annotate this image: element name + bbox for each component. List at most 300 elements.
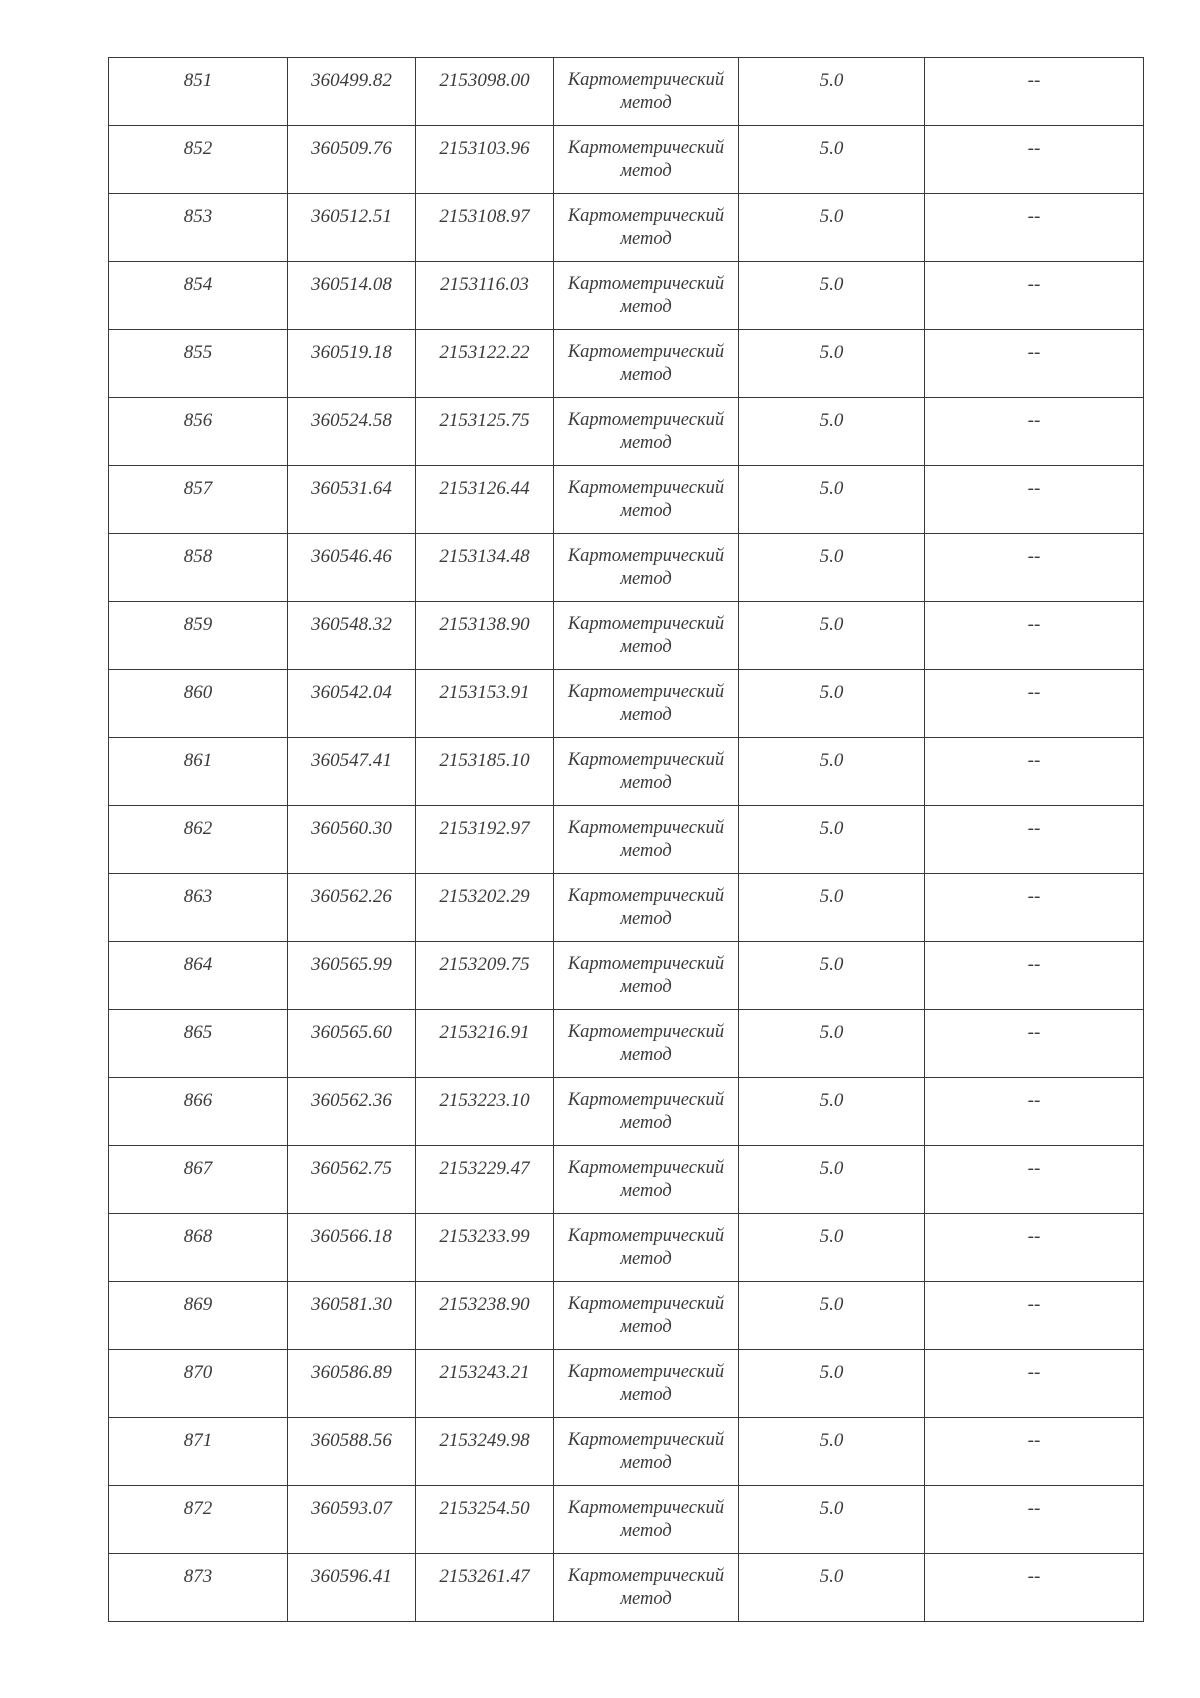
table-row xyxy=(109,466,1144,534)
y-coordinate-cell-text: 2153202.29 xyxy=(439,886,530,907)
accuracy-cell xyxy=(739,58,925,126)
accuracy-cell xyxy=(739,1214,925,1282)
note-cell-text: -- xyxy=(1027,478,1041,499)
y-coordinate-cell xyxy=(416,330,554,398)
y-coordinate-cell xyxy=(416,194,554,262)
x-coordinate-cell-text: 360512.51 xyxy=(311,206,392,227)
accuracy-cell-text: 5.0 xyxy=(819,1090,844,1111)
accuracy-cell-text: 5.0 xyxy=(819,1294,844,1315)
method-cell xyxy=(554,1010,739,1078)
table-row xyxy=(109,1146,1144,1214)
method-line-1: Картометрический xyxy=(567,546,725,566)
table-row xyxy=(109,1010,1144,1078)
point-number-cell xyxy=(109,1554,288,1622)
method-line-1: Картометрический xyxy=(567,1294,725,1314)
accuracy-cell-text: 5.0 xyxy=(819,614,844,635)
method-cell xyxy=(554,806,739,874)
method-line-1: Картометрический xyxy=(567,750,725,770)
method-line-1: Картометрический xyxy=(567,274,725,294)
table-row xyxy=(109,738,1144,806)
method-line-2: метод xyxy=(620,1521,672,1541)
y-coordinate-cell xyxy=(416,1418,554,1486)
y-coordinate-cell-text: 2153138.90 xyxy=(439,614,530,635)
table-row xyxy=(109,1486,1144,1554)
x-coordinate-cell xyxy=(288,330,416,398)
method-line-1: Картометрический xyxy=(567,886,725,906)
method-line-2: метод xyxy=(620,93,672,113)
method-cell xyxy=(554,1282,739,1350)
point-number-cell-text: 853 xyxy=(183,206,213,227)
point-number-cell xyxy=(109,58,288,126)
coordinates-table xyxy=(108,57,1144,1622)
accuracy-cell xyxy=(739,466,925,534)
note-cell-text: -- xyxy=(1027,1022,1041,1043)
table-row xyxy=(109,1214,1144,1282)
note-cell xyxy=(925,1350,1144,1418)
x-coordinate-cell-text: 360581.30 xyxy=(311,1294,392,1315)
accuracy-cell xyxy=(739,330,925,398)
table-row xyxy=(109,1078,1144,1146)
method-cell xyxy=(554,1554,739,1622)
note-cell xyxy=(925,1214,1144,1282)
note-cell xyxy=(925,1486,1144,1554)
method-line-2: метод xyxy=(620,365,672,385)
method-line-2: метод xyxy=(620,161,672,181)
y-coordinate-cell xyxy=(416,1554,554,1622)
method-line-1: Картометрический xyxy=(567,206,725,226)
method-cell xyxy=(554,466,739,534)
x-coordinate-cell xyxy=(288,466,416,534)
y-coordinate-cell-text: 2153098.00 xyxy=(439,70,530,91)
note-cell-text: -- xyxy=(1027,1498,1041,1519)
method-cell xyxy=(554,1418,739,1486)
accuracy-cell xyxy=(739,942,925,1010)
note-cell-text: -- xyxy=(1027,954,1041,975)
x-coordinate-cell xyxy=(288,534,416,602)
point-number-cell-text: 858 xyxy=(183,546,213,567)
x-coordinate-cell xyxy=(288,1214,416,1282)
x-coordinate-cell-text: 360560.30 xyxy=(311,818,392,839)
accuracy-cell xyxy=(739,1554,925,1622)
y-coordinate-cell-text: 2153125.75 xyxy=(439,410,530,431)
y-coordinate-cell-text: 2153116.03 xyxy=(440,274,529,295)
accuracy-cell xyxy=(739,1350,925,1418)
point-number-cell xyxy=(109,262,288,330)
method-line-2: метод xyxy=(620,1317,672,1337)
method-line-2: метод xyxy=(620,773,672,793)
note-cell-text: -- xyxy=(1027,70,1041,91)
point-number-cell-text: 860 xyxy=(183,682,213,703)
method-line-2: метод xyxy=(620,977,672,997)
y-coordinate-cell-text: 2153243.21 xyxy=(439,1362,530,1383)
note-cell-text: -- xyxy=(1027,1226,1041,1247)
accuracy-cell xyxy=(739,738,925,806)
method-cell xyxy=(554,602,739,670)
point-number-cell-text: 862 xyxy=(183,818,213,839)
accuracy-cell-text: 5.0 xyxy=(819,1158,844,1179)
note-cell-text: -- xyxy=(1027,682,1041,703)
x-coordinate-cell xyxy=(288,1554,416,1622)
point-number-cell xyxy=(109,126,288,194)
x-coordinate-cell xyxy=(288,1010,416,1078)
accuracy-cell xyxy=(739,534,925,602)
method-cell xyxy=(554,194,739,262)
point-number-cell xyxy=(109,1282,288,1350)
y-coordinate-cell-text: 2153216.91 xyxy=(439,1022,530,1043)
x-coordinate-cell xyxy=(288,1418,416,1486)
y-coordinate-cell-text: 2153103.96 xyxy=(439,138,530,159)
point-number-cell-text: 852 xyxy=(183,138,213,159)
note-cell-text: -- xyxy=(1027,274,1041,295)
accuracy-cell-text: 5.0 xyxy=(819,1362,844,1383)
x-coordinate-cell xyxy=(288,58,416,126)
note-cell xyxy=(925,1554,1144,1622)
point-number-cell-text: 864 xyxy=(183,954,213,975)
x-coordinate-cell xyxy=(288,670,416,738)
method-line-1: Картометрический xyxy=(567,478,725,498)
accuracy-cell-text: 5.0 xyxy=(819,70,844,91)
point-number-cell-text: 869 xyxy=(183,1294,213,1315)
method-cell xyxy=(554,1078,739,1146)
x-coordinate-cell xyxy=(288,1350,416,1418)
accuracy-cell-text: 5.0 xyxy=(819,138,844,159)
table-row xyxy=(109,398,1144,466)
y-coordinate-cell-text: 2153134.48 xyxy=(439,546,530,567)
method-line-2: метод xyxy=(620,1385,672,1405)
y-coordinate-cell xyxy=(416,1282,554,1350)
x-coordinate-cell-text: 360548.32 xyxy=(311,614,392,635)
method-cell xyxy=(554,1350,739,1418)
x-coordinate-cell-text: 360562.26 xyxy=(311,886,392,907)
note-cell-text: -- xyxy=(1027,1566,1041,1587)
note-cell xyxy=(925,1078,1144,1146)
point-number-cell xyxy=(109,738,288,806)
accuracy-cell-text: 5.0 xyxy=(819,886,844,907)
note-cell xyxy=(925,58,1144,126)
table-row xyxy=(109,1418,1144,1486)
note-cell-text: -- xyxy=(1027,138,1041,159)
x-coordinate-cell xyxy=(288,262,416,330)
note-cell-text: -- xyxy=(1027,1362,1041,1383)
method-line-1: Картометрический xyxy=(567,1498,725,1518)
method-cell xyxy=(554,58,739,126)
x-coordinate-cell xyxy=(288,126,416,194)
accuracy-cell-text: 5.0 xyxy=(819,274,844,295)
y-coordinate-cell xyxy=(416,1350,554,1418)
accuracy-cell xyxy=(739,262,925,330)
accuracy-cell xyxy=(739,670,925,738)
point-number-cell-text: 854 xyxy=(183,274,213,295)
note-cell xyxy=(925,874,1144,942)
note-cell xyxy=(925,1010,1144,1078)
point-number-cell xyxy=(109,942,288,1010)
point-number-cell xyxy=(109,466,288,534)
y-coordinate-cell-text: 2153126.44 xyxy=(439,478,530,499)
x-coordinate-cell xyxy=(288,942,416,1010)
method-line-2: метод xyxy=(620,1453,672,1473)
method-line-1: Картометрический xyxy=(567,954,725,974)
point-number-cell-text: 857 xyxy=(183,478,213,499)
point-number-cell xyxy=(109,1146,288,1214)
x-coordinate-cell-text: 360546.46 xyxy=(311,546,392,567)
method-cell xyxy=(554,262,739,330)
x-coordinate-cell xyxy=(288,1282,416,1350)
table-row xyxy=(109,58,1144,126)
point-number-cell-text: 871 xyxy=(183,1430,213,1451)
method-line-1: Картометрический xyxy=(567,1158,725,1178)
accuracy-cell xyxy=(739,874,925,942)
y-coordinate-cell xyxy=(416,806,554,874)
note-cell-text: -- xyxy=(1027,1158,1041,1179)
x-coordinate-cell-text: 360547.41 xyxy=(311,750,392,771)
note-cell-text: -- xyxy=(1027,1090,1041,1111)
accuracy-cell xyxy=(739,1078,925,1146)
y-coordinate-cell xyxy=(416,1010,554,1078)
x-coordinate-cell-text: 360565.99 xyxy=(311,954,392,975)
accuracy-cell-text: 5.0 xyxy=(819,1022,844,1043)
accuracy-cell xyxy=(739,806,925,874)
y-coordinate-cell-text: 2153249.98 xyxy=(439,1430,530,1451)
point-number-cell xyxy=(109,1350,288,1418)
point-number-cell xyxy=(109,670,288,738)
x-coordinate-cell-text: 360562.36 xyxy=(311,1090,392,1111)
x-coordinate-cell xyxy=(288,602,416,670)
accuracy-cell-text: 5.0 xyxy=(819,954,844,975)
method-line-2: метод xyxy=(620,1249,672,1269)
accuracy-cell xyxy=(739,398,925,466)
method-line-1: Картометрический xyxy=(567,1362,725,1382)
table-row xyxy=(109,942,1144,1010)
x-coordinate-cell-text: 360562.75 xyxy=(311,1158,392,1179)
x-coordinate-cell-text: 360509.76 xyxy=(311,138,392,159)
accuracy-cell xyxy=(739,1146,925,1214)
point-number-cell xyxy=(109,806,288,874)
y-coordinate-cell xyxy=(416,1078,554,1146)
point-number-cell-text: 865 xyxy=(183,1022,213,1043)
table-row xyxy=(109,874,1144,942)
method-line-2: метод xyxy=(620,297,672,317)
accuracy-cell-text: 5.0 xyxy=(819,682,844,703)
y-coordinate-cell xyxy=(416,1146,554,1214)
y-coordinate-cell xyxy=(416,942,554,1010)
accuracy-cell-text: 5.0 xyxy=(819,1498,844,1519)
note-cell xyxy=(925,330,1144,398)
accuracy-cell-text: 5.0 xyxy=(819,1566,844,1587)
point-number-cell-text: 870 xyxy=(183,1362,213,1383)
table-row xyxy=(109,602,1144,670)
method-line-2: метод xyxy=(620,637,672,657)
method-line-2: метод xyxy=(620,1113,672,1133)
method-cell xyxy=(554,126,739,194)
accuracy-cell xyxy=(739,194,925,262)
note-cell-text: -- xyxy=(1027,1294,1041,1315)
note-cell xyxy=(925,942,1144,1010)
method-line-2: метод xyxy=(620,909,672,929)
accuracy-cell-text: 5.0 xyxy=(819,750,844,771)
point-number-cell-text: 866 xyxy=(183,1090,213,1111)
method-cell xyxy=(554,738,739,806)
x-coordinate-cell xyxy=(288,806,416,874)
method-cell xyxy=(554,670,739,738)
table-row xyxy=(109,534,1144,602)
note-cell xyxy=(925,1282,1144,1350)
note-cell xyxy=(925,534,1144,602)
accuracy-cell xyxy=(739,1486,925,1554)
y-coordinate-cell xyxy=(416,738,554,806)
point-number-cell xyxy=(109,1078,288,1146)
note-cell-text: -- xyxy=(1027,546,1041,567)
method-line-1: Картометрический xyxy=(567,138,725,158)
note-cell xyxy=(925,466,1144,534)
point-number-cell-text: 867 xyxy=(183,1158,213,1179)
y-coordinate-cell-text: 2153223.10 xyxy=(439,1090,530,1111)
point-number-cell xyxy=(109,874,288,942)
y-coordinate-cell-text: 2153229.47 xyxy=(439,1158,530,1179)
table-row xyxy=(109,194,1144,262)
note-cell-text: -- xyxy=(1027,614,1041,635)
method-line-2: метод xyxy=(620,569,672,589)
point-number-cell-text: 856 xyxy=(183,410,213,431)
x-coordinate-cell-text: 360542.04 xyxy=(311,682,392,703)
method-line-2: метод xyxy=(620,705,672,725)
point-number-cell-text: 851 xyxy=(183,70,213,91)
method-line-1: Картометрический xyxy=(567,342,725,362)
x-coordinate-cell xyxy=(288,1486,416,1554)
method-cell xyxy=(554,330,739,398)
y-coordinate-cell-text: 2153209.75 xyxy=(439,954,530,975)
note-cell xyxy=(925,670,1144,738)
point-number-cell-text: 863 xyxy=(183,886,213,907)
table-row xyxy=(109,670,1144,738)
x-coordinate-cell xyxy=(288,398,416,466)
method-line-1: Картометрический xyxy=(567,614,725,634)
method-cell xyxy=(554,1486,739,1554)
x-coordinate-cell-text: 360596.41 xyxy=(311,1566,392,1587)
note-cell xyxy=(925,738,1144,806)
accuracy-cell-text: 5.0 xyxy=(819,410,844,431)
y-coordinate-cell-text: 2153254.50 xyxy=(439,1498,530,1519)
point-number-cell xyxy=(109,1418,288,1486)
y-coordinate-cell-text: 2153192.97 xyxy=(439,818,530,839)
point-number-cell xyxy=(109,534,288,602)
y-coordinate-cell xyxy=(416,602,554,670)
x-coordinate-cell-text: 360514.08 xyxy=(311,274,392,295)
method-cell xyxy=(554,942,739,1010)
point-number-cell-text: 861 xyxy=(183,750,213,771)
method-cell xyxy=(554,1146,739,1214)
x-coordinate-cell xyxy=(288,1078,416,1146)
y-coordinate-cell xyxy=(416,126,554,194)
method-line-1: Картометрический xyxy=(567,1566,725,1586)
point-number-cell-text: 873 xyxy=(183,1566,213,1587)
table-row xyxy=(109,126,1144,194)
point-number-cell xyxy=(109,1214,288,1282)
method-line-1: Картометрический xyxy=(567,1430,725,1450)
point-number-cell-text: 872 xyxy=(183,1498,213,1519)
note-cell-text: -- xyxy=(1027,818,1041,839)
table-row xyxy=(109,262,1144,330)
note-cell xyxy=(925,1146,1144,1214)
method-line-1: Картометрический xyxy=(567,410,725,430)
x-coordinate-cell-text: 360531.64 xyxy=(311,478,392,499)
coordinates-table-body xyxy=(109,58,1144,1622)
accuracy-cell xyxy=(739,1282,925,1350)
y-coordinate-cell xyxy=(416,58,554,126)
y-coordinate-cell-text: 2153261.47 xyxy=(439,1566,530,1587)
note-cell-text: -- xyxy=(1027,206,1041,227)
y-coordinate-cell-text: 2153185.10 xyxy=(439,750,530,771)
y-coordinate-cell-text: 2153122.22 xyxy=(439,342,530,363)
table-row xyxy=(109,806,1144,874)
y-coordinate-cell xyxy=(416,1214,554,1282)
method-cell xyxy=(554,1214,739,1282)
point-number-cell xyxy=(109,194,288,262)
note-cell-text: -- xyxy=(1027,342,1041,363)
accuracy-cell xyxy=(739,602,925,670)
accuracy-cell-text: 5.0 xyxy=(819,342,844,363)
point-number-cell xyxy=(109,1010,288,1078)
x-coordinate-cell-text: 360586.89 xyxy=(311,1362,392,1383)
x-coordinate-cell-text: 360519.18 xyxy=(311,342,392,363)
x-coordinate-cell xyxy=(288,738,416,806)
table-row xyxy=(109,1350,1144,1418)
y-coordinate-cell xyxy=(416,1486,554,1554)
accuracy-cell-text: 5.0 xyxy=(819,1226,844,1247)
method-line-2: метод xyxy=(620,229,672,249)
note-cell-text: -- xyxy=(1027,410,1041,431)
x-coordinate-cell-text: 360524.58 xyxy=(311,410,392,431)
point-number-cell xyxy=(109,1486,288,1554)
point-number-cell-text: 859 xyxy=(183,614,213,635)
method-cell xyxy=(554,874,739,942)
method-line-1: Картометрический xyxy=(567,1090,725,1110)
x-coordinate-cell xyxy=(288,874,416,942)
y-coordinate-cell xyxy=(416,874,554,942)
accuracy-cell xyxy=(739,1418,925,1486)
y-coordinate-cell xyxy=(416,262,554,330)
method-line-1: Картометрический xyxy=(567,70,725,90)
point-number-cell xyxy=(109,398,288,466)
point-number-cell xyxy=(109,602,288,670)
note-cell xyxy=(925,126,1144,194)
method-line-2: метод xyxy=(620,433,672,453)
method-line-1: Картометрический xyxy=(567,818,725,838)
note-cell-text: -- xyxy=(1027,1430,1041,1451)
accuracy-cell-text: 5.0 xyxy=(819,206,844,227)
method-line-1: Картометрический xyxy=(567,1022,725,1042)
y-coordinate-cell-text: 2153238.90 xyxy=(439,1294,530,1315)
accuracy-cell xyxy=(739,1010,925,1078)
y-coordinate-cell-text: 2153153.91 xyxy=(439,682,530,703)
y-coordinate-cell xyxy=(416,466,554,534)
table-row xyxy=(109,1282,1144,1350)
x-coordinate-cell-text: 360566.18 xyxy=(311,1226,392,1247)
note-cell xyxy=(925,602,1144,670)
note-cell xyxy=(925,194,1144,262)
y-coordinate-cell xyxy=(416,534,554,602)
x-coordinate-cell-text: 360565.60 xyxy=(311,1022,392,1043)
note-cell xyxy=(925,806,1144,874)
accuracy-cell-text: 5.0 xyxy=(819,478,844,499)
accuracy-cell-text: 5.0 xyxy=(819,546,844,567)
accuracy-cell xyxy=(739,126,925,194)
x-coordinate-cell xyxy=(288,194,416,262)
note-cell-text: -- xyxy=(1027,886,1041,907)
point-number-cell-text: 855 xyxy=(183,342,213,363)
method-line-1: Картометрический xyxy=(567,1226,725,1246)
method-line-2: метод xyxy=(620,1589,672,1609)
accuracy-cell-text: 5.0 xyxy=(819,818,844,839)
